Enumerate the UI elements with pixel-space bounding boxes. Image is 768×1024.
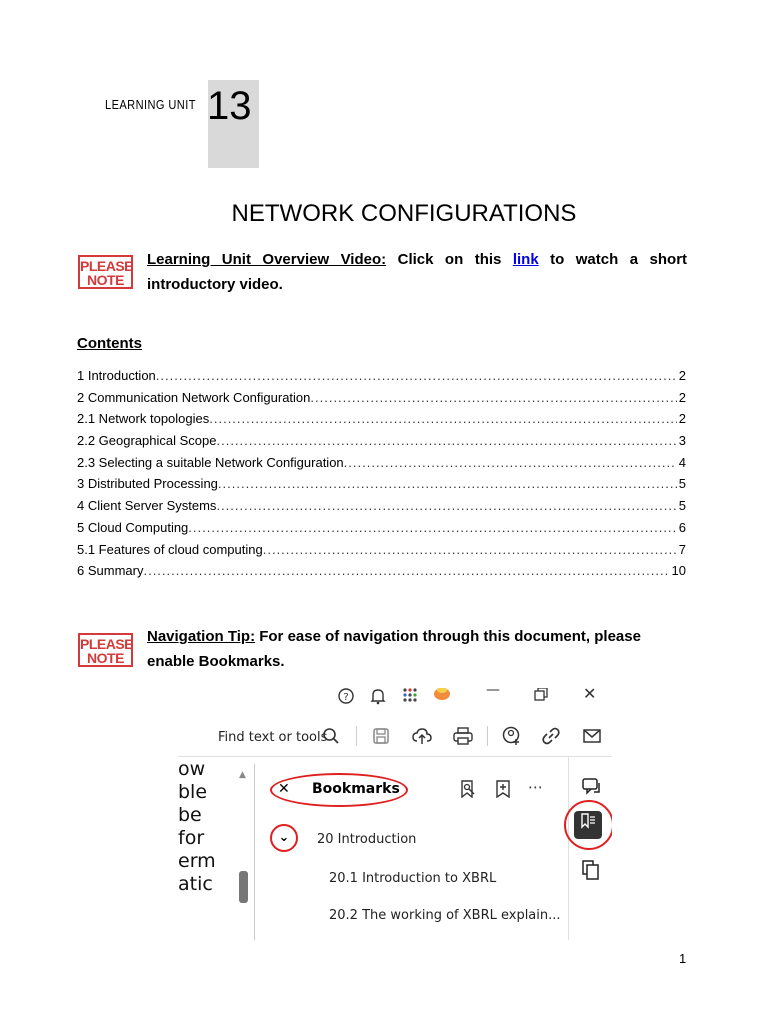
toc-entry[interactable]: 4 Client Server Systems ..... 5 [77, 498, 686, 520]
bookmark-item[interactable]: 20.1 Introduction to XBRL [329, 871, 497, 886]
unit-number: 13 [207, 84, 252, 128]
toc-entry[interactable]: 1 Introduction ..... 2 [77, 368, 686, 390]
document-title: NETWORK CONFIGURATIONS [231, 200, 577, 227]
bookmark-search-icon[interactable] [460, 780, 476, 802]
toc-entry[interactable]: 5 Cloud Computing ..... 6 [77, 520, 686, 542]
toc-entry[interactable]: 2.3 Selecting a suitable Network Configuration ..... 4 [77, 455, 686, 477]
scroll-up-icon[interactable]: ▲ [239, 770, 246, 780]
expand-chevron-icon[interactable]: ⌄ [270, 824, 298, 852]
document-scrollbar[interactable] [236, 764, 255, 940]
overview-video-link[interactable]: link [512, 251, 539, 268]
toc-entry[interactable]: 3 Distributed Processing ..... 5 [77, 476, 686, 498]
right-rail-divider [568, 756, 569, 940]
share-user-icon[interactable] [502, 726, 522, 751]
overview-video-note: Learning Unit Overview Video: Click on this link to watch a short introductory video. [147, 251, 688, 293]
toc-entry[interactable]: 6 Summary ..... 10 [77, 563, 686, 585]
please-note-badge: PLEASE NOTE [78, 255, 133, 289]
bell-icon [370, 688, 386, 709]
contents-heading: Contents [77, 335, 142, 352]
link-icon[interactable] [542, 727, 560, 750]
help-icon [338, 688, 354, 708]
toolbar-divider [487, 726, 488, 746]
bookmarks-screenshot [178, 688, 612, 940]
bookmark-item[interactable]: 20 Introduction [317, 832, 417, 847]
avatar-icon [433, 688, 451, 704]
apps-grid-icon [402, 688, 418, 707]
bookmarks-panel-icon[interactable] [574, 811, 602, 839]
print-icon[interactable] [453, 727, 473, 750]
email-icon[interactable] [583, 728, 601, 749]
more-options-icon[interactable]: ⋯ [528, 778, 543, 796]
add-bookmark-icon[interactable] [496, 780, 510, 802]
table-of-contents [77, 368, 686, 585]
toc-entry[interactable]: 2.1 Network topologies ..... 2 [77, 411, 686, 433]
learning-unit-label: LEARNING UNIT [105, 97, 196, 112]
close-window-icon[interactable]: ✕ [583, 688, 597, 703]
page-number: 1 [679, 951, 687, 966]
search-icon[interactable] [322, 727, 340, 750]
scrollbar-thumb[interactable] [239, 871, 248, 903]
navigation-tip-note: Navigation Tip: For ease of navigation through this document, please enable Bookmarks. [147, 628, 641, 670]
overview-video-label: Learning Unit Overview Video: [147, 251, 387, 268]
toc-entry[interactable]: 5.1 Features of cloud computing ..... 7 [77, 542, 686, 564]
close-panel-icon[interactable]: ✕ [278, 781, 290, 797]
comment-icon[interactable] [582, 778, 602, 801]
restore-icon[interactable] [534, 688, 548, 705]
find-text-or-tools[interactable]: Find text or tools [218, 730, 328, 745]
save-icon[interactable] [372, 727, 390, 750]
svg-text:?: ? [343, 692, 349, 703]
toolbar-divider [356, 726, 357, 746]
toc-entry[interactable]: 2.2 Geographical Scope ..... 3 [77, 433, 686, 455]
document-fragment: ow ble be for erm atic [178, 758, 216, 895]
please-note-badge: PLEASE NOTE [78, 633, 133, 667]
bookmarks-panel-title: Bookmarks [312, 781, 400, 797]
toc-entry[interactable]: 2 Communication Network Configuration ..... 2 [77, 390, 686, 412]
minimize-icon[interactable]: — [486, 688, 500, 698]
bookmark-item[interactable]: 20.2 The working of XBRL explain... [329, 908, 561, 923]
bookmarks-rail-highlight [564, 800, 612, 850]
copy-pages-icon[interactable] [582, 860, 600, 885]
navigation-tip-label: Navigation Tip: [147, 628, 256, 645]
upload-cloud-icon[interactable] [412, 726, 432, 751]
